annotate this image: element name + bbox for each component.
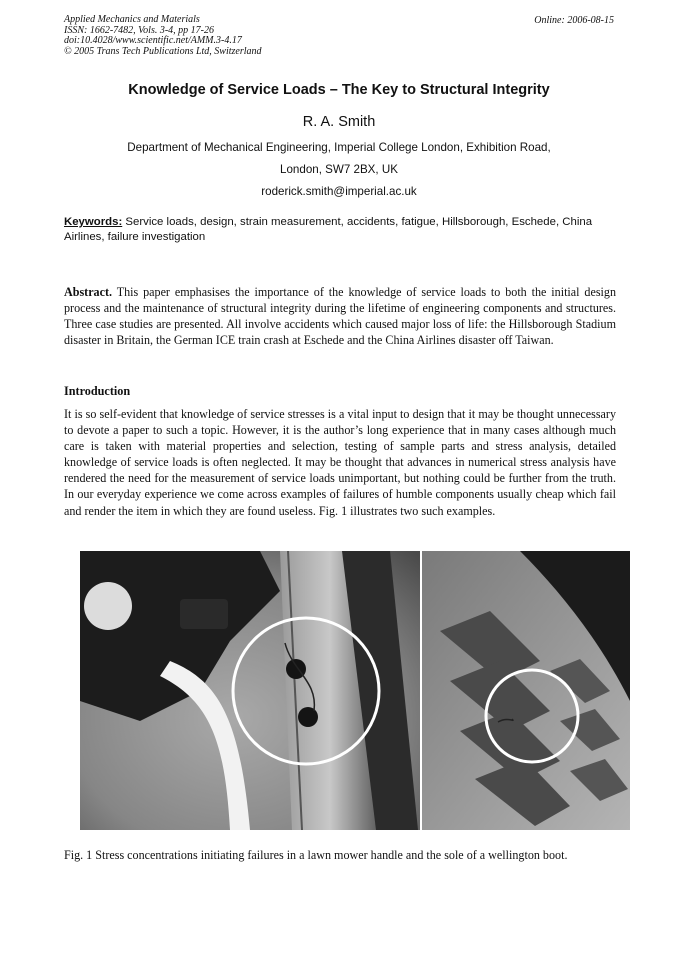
introduction-text: It is so self-evident that knowledge of service stresses is a vital input to design that it may be thought unnecessary to devote a paper to such a topic. However, it is the author’s long experience that in many cases although much care is taken with material properties and selection, testing of sample parts and stress analysis, detailed knowledge of service loads is often neglected. It may be thought that advances in numerical stress analysis have rendered the need for the measurement of service loads unimportant, but nothing could be further from the truth. In our everyday experience we come across examples of failures of humble components usually cheap which fail and render the item in which they are found useless. Fig. 1 illustrates two such examples. (64, 407, 616, 518)
wellington-boot-sole-photo (422, 551, 630, 830)
lawn-mower-handle-photo (80, 551, 420, 830)
online-date: Online: 2006-08-15 (534, 15, 614, 26)
figure-1-caption: Fig. 1 Stress concentrations initiating failures in a lawn mower handle and the sole of a wellington boot. (64, 848, 568, 862)
affiliation-line-2: London, SW7 2BX, UK (280, 163, 398, 176)
doi-line: doi:10.4028/www.scientific.net/AMM.3-4.17 (64, 35, 242, 47)
keywords-label: Keywords: (64, 216, 123, 228)
keywords-text: Service loads, design, strain measurement, accidents, fatigue, Hillsborough, Eschede, China Airlines, failure investigation (64, 216, 593, 243)
issn-line: ISSN: 1662-7482, Vols. 3-4, pp 17-26 (64, 24, 214, 36)
abstract-label: Abstract. (64, 285, 113, 299)
affiliation (0, 137, 678, 203)
figure-1 (80, 551, 630, 830)
figure-1-photos (80, 551, 630, 830)
copyright-line: © 2005 Trans Tech Publications Ltd, Switzerland (64, 45, 262, 57)
abstract (64, 284, 616, 348)
section-heading-introduction: Introduction (64, 384, 131, 398)
journal-name: Applied Mechanics and Materials (64, 14, 200, 25)
paper-title: Knowledge of Service Loads – The Key to Structural Integrity (128, 82, 550, 98)
affiliation-line-1: Department of Mechanical Engineering, Imperial College London, Exhibition Road, (127, 141, 551, 154)
keywords (64, 215, 616, 245)
abstract-text: This paper emphasises the importance of the knowledge of service loads to both the initial design process and the maintenance of structural integrity during the lifetime of engineering components and structures. Three case studies are presented. All involve accidents which caused major loss of life: the Hillsborough Stadium disaster in Britain, the German ICE train crash at Eschede and the China Airlines disaster off Taiwan. (64, 285, 616, 348)
author-email: roderick.smith@imperial.ac.uk (261, 185, 417, 198)
author-name: R. A. Smith (302, 114, 376, 130)
journal-header (64, 15, 262, 57)
